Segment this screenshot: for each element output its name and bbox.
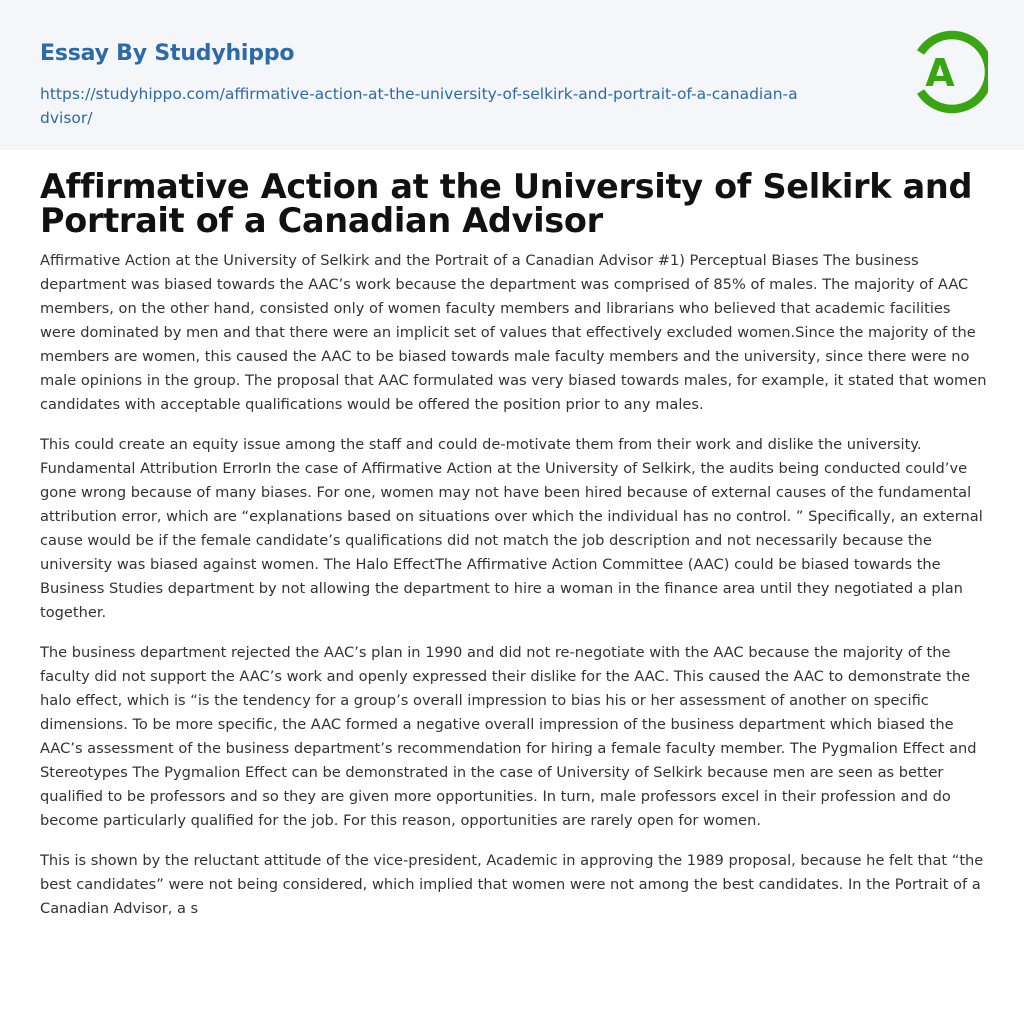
site-header [0,0,1024,150]
essay-paragraph: Affirmative Action at the University of Selkirk and the Portrait of a Canadian Advisor #1) Perceptual Biases The business department was biased towards the AAC’s work because the department was comprised of 85% of males. The majority of AAC members, on the other hand, consisted only of women faculty members and librarians who believed that academic facilities were dominated by men and that there were an implicit set of values that effectively excluded women.Since the majority of the members are women, this caused the AAC to be biased towards male faculty members and the university, since there were no male opinions in the group. The proposal that AAC formulated was very biased towards males, for example, it stated that women candidates with acceptable qualifications would be offered the position prior to any males. [40,252,987,413]
essay-title: Affirmative Action at the University of Selkirk and Portrait of a Canadian Advisor [40,167,973,240]
essay-paragraph: The business department rejected the AAC’s plan in 1990 and did not re-negotiate with the AAC because the majority of the faculty did not support the AAC’s work and openly expressed their dislike for the AAC. This caused the AAC to demonstrate the halo effect, which is “is the tendency for a group’s overall impression to bias his or her assessment of another on specific dimensions. To be more specific, the AAC formed a negative overall impression of the business department which biased the AAC’s assessment of the business department’s recommendation for hiring a female faculty member. The Pygmalion Effect and Stereotypes The Pygmalion Effect can be demonstrated in the case of University of Selkirk because men are seen as better qualified to be professors and so they are given more opportunities. In turn, male professors excel in their profession and do become particularly qualified for the job. For this reason, opportunities are rarely open for women. [40,644,977,829]
essay-paragraph: This is shown by the reluctant attitude of the vice-president, Academic in approving the 1989 proposal, because he felt that “the best candidates” were not being considered, which implied that women were not among the best candidates. In the Portrait of a Canadian Advisor, a s [40,852,984,917]
source-url-link[interactable]: https://studyhippo.com/affirmative-action-at-the-university-of-selkirk-and-portrait-of-a-canadian-advisor/ [40,85,798,127]
brand-title: Essay By Studyhippo [40,41,295,66]
essay-paragraph: This could create an equity issue among the staff and could de-motivate them from their work and dislike the university. Fundamental Attribution ErrorIn the case of Affirmative Action at the University of Selkirk, the audits being conducted could’ve gone wrong because of many biases. For one, women may not have been hired because of external causes of the fundamental attribution error, which are “explanations based on situations over which the individual has no control. ” Specifically, an external cause would be if the female candidate’s qualifications did not match the job description and not necessarily because the university was biased against women. The Halo EffectThe Affirmative Action Committee (AAC) could be biased towards the Business Studies department by not allowing the department to hire a woman in the finance area until they negotiated a plan together. [40,436,983,621]
studyhippo-logo-icon[interactable] [910,28,988,116]
essay-body [40,249,988,937]
logo-letter: A [925,51,955,95]
